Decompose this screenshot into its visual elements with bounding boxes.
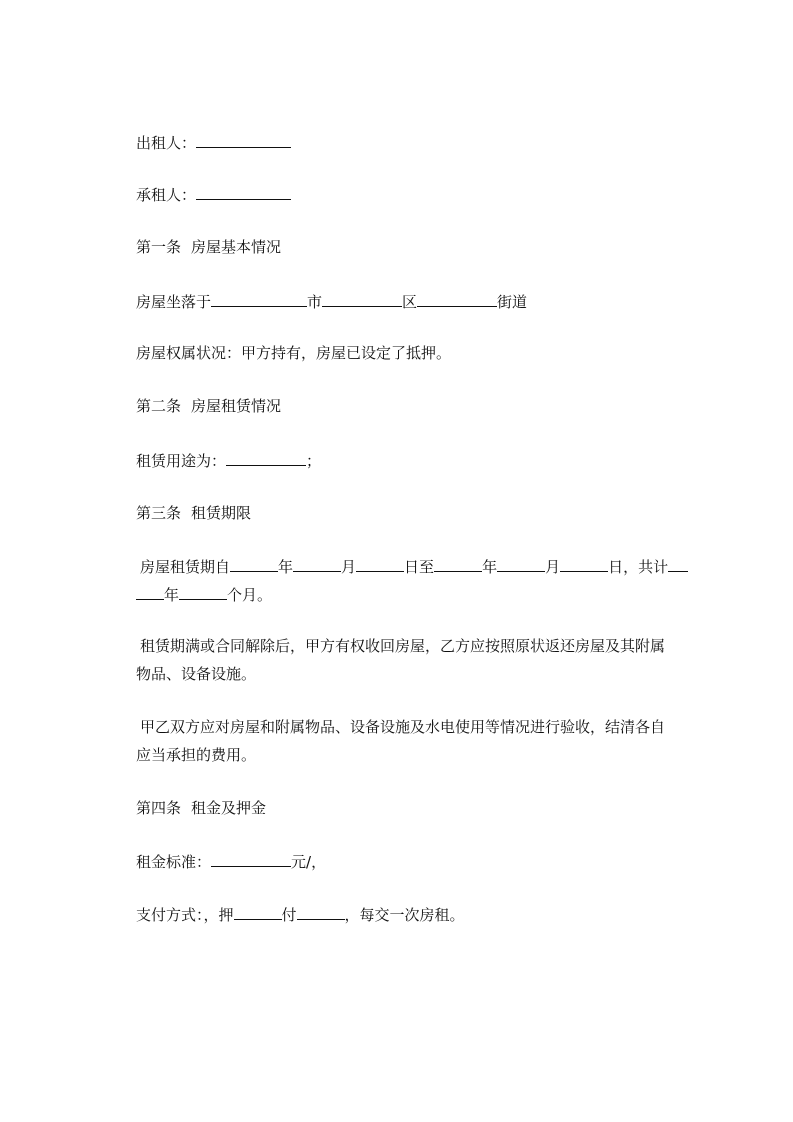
lessor-line <box>136 132 291 153</box>
lessee-line <box>136 184 291 205</box>
lessor-label: 出租人： <box>136 134 197 152</box>
total-years-blank-part1 <box>668 556 688 572</box>
article-2-heading <box>136 396 281 416</box>
article-1-heading <box>136 237 281 257</box>
city-label: 市 <box>307 293 323 311</box>
start-month-label: 月 <box>341 558 357 576</box>
months-end: 个月。 <box>227 586 273 604</box>
total-years-blank-part2 <box>136 584 164 600</box>
rent-line <box>136 851 326 872</box>
lessee-blank <box>196 184 291 200</box>
street-blank <box>417 291 497 307</box>
inspection-line-1: 甲乙双方应对房屋和附属物品、设备设施及水电使用等情况进行验收，结清各自 <box>140 718 666 736</box>
location-prefix: 房屋坐落于 <box>136 293 212 311</box>
article-1-number: 第一条 <box>136 238 182 256</box>
usage-label: 租赁用途为： <box>136 452 227 470</box>
district-blank <box>322 291 402 307</box>
period-line-2 <box>136 584 272 605</box>
rent-unit: 元/， <box>291 853 327 871</box>
end-year-blank <box>434 556 482 572</box>
start-day-blank <box>356 556 404 572</box>
article-4-title: 租金及押金 <box>191 799 267 817</box>
end-month-blank <box>497 556 545 572</box>
article-2-title: 房屋租赁情况 <box>191 397 282 415</box>
ownership-line: 房屋权属状况：甲方持有，房屋已设定了抵押。 <box>136 344 452 362</box>
lessor-blank <box>196 132 291 148</box>
period-start: 房屋租赁期自 <box>140 558 231 576</box>
article-4-number: 第四条 <box>136 799 182 817</box>
lessee-label: 承租人： <box>136 186 197 204</box>
total-year-label: 年 <box>164 586 180 604</box>
pay-blank <box>297 904 345 920</box>
day-to-label: 日至 <box>404 558 435 576</box>
usage-end: ； <box>306 452 322 470</box>
start-month-blank <box>293 556 341 572</box>
article-3-heading <box>136 503 251 523</box>
period-line-1 <box>140 556 688 577</box>
article-2-number: 第二条 <box>136 397 182 415</box>
article-3-title: 租赁期限 <box>191 504 252 522</box>
payment-mid: 付 <box>281 906 297 924</box>
city-blank <box>211 291 307 307</box>
end-month-label: 月 <box>545 558 561 576</box>
article-1-title: 房屋基本情况 <box>191 238 282 256</box>
rent-label: 租金标准： <box>136 853 212 871</box>
return-line-1: 租赁期满或合同解除后，甲方有权收回房屋，乙方应按照原状返还房屋及其附属 <box>140 637 666 655</box>
end-day-blank <box>560 556 608 572</box>
street-label: 街道 <box>497 293 528 311</box>
total-months-blank <box>179 584 227 600</box>
article-3-number: 第三条 <box>136 504 182 522</box>
start-year-label: 年 <box>278 558 294 576</box>
start-year-blank <box>230 556 278 572</box>
location-line <box>136 291 527 312</box>
article-4-heading <box>136 798 266 818</box>
inspection-line-2: 应当承担的费用。 <box>136 746 257 764</box>
day-total-label: 日，共计 <box>608 558 669 576</box>
usage-blank <box>226 450 306 466</box>
payment-label: 支付方式：，押 <box>136 906 234 924</box>
district-label: 区 <box>402 293 418 311</box>
payment-line <box>136 904 465 925</box>
deposit-blank <box>234 904 282 920</box>
payment-end: ，每交一次房租。 <box>344 906 465 924</box>
return-line-2: 物品、设备设施。 <box>136 665 257 683</box>
end-year-label: 年 <box>482 558 498 576</box>
rent-blank <box>211 851 291 867</box>
usage-line <box>136 450 321 471</box>
